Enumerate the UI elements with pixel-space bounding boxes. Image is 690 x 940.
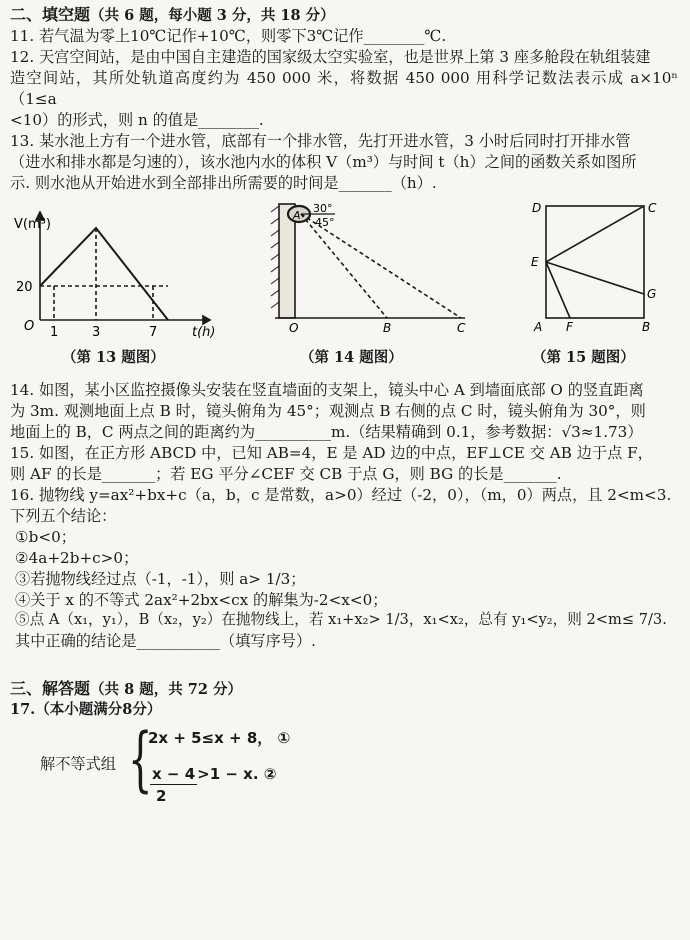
question-13-line3: 示. 则水池从开始进水到全部排出所需要的时间是_______（h）. [10,173,437,192]
fig15-label-b: B [642,319,651,334]
fig14-label-b: B [383,320,392,335]
fig15-eg [546,262,644,294]
fig14-sight-b [301,214,387,318]
question-16-line1: 16. 抛物线 y=ax²+bx+c（a，b，c 是常数，a>0）经过（-2，0），（m，0）两点，且 2<m<3. [10,485,672,504]
q16-option-1: ①b<0； [15,527,76,546]
q17-fraction-numerator: x − 4 [150,764,197,786]
question-14-line1: 14. 如图，某小区监控摄像头安装在竖直墙面的支架上，镜头中心 A 到墙面底部 O 的竖直距离 [10,380,644,399]
fig14-label-a: A [293,208,301,222]
question-15-line1: 15. 如图，在正方形 ABCD 中，已知 AB=4，E 是 AD 边的中点，EF⊥CE 交 AB 边于点 F， [10,443,653,462]
fig15-caption: （第 15 题图） [532,348,635,366]
q17-fraction-denominator: 2 [156,786,167,805]
question-14-line3: 地面上的 B，C 两点之间的距离约为__________m.（结果精确到 0.1，参考数据：√3≈1.73） [10,422,643,441]
fig15-label-e: E [531,254,539,269]
figure-14 [265,198,485,348]
q17-label: 解不等式组 [40,754,116,773]
question-16-line2: 下列五个结论： [10,506,117,525]
q17-inequality-2-rest: >1 − x. ② [197,764,277,783]
question-11: 11. 若气温为零上10℃记作+10℃，则零下3℃记作________℃. [10,27,447,46]
q16-option-3: ③若抛物线经过点（-1，-1），则 a> 1/3； [15,569,306,588]
fig15-square [546,206,644,318]
fig14-angle-30: 30° [313,201,333,215]
fig14-angle-45: 45° [315,215,335,229]
fig15-ec [546,206,644,262]
fig13-x-label: t(h) [192,324,216,340]
fig14-caption: （第 14 题图） [300,348,403,366]
fig15-label-c: C [648,200,657,215]
question-14-line2: 为 3m. 观测地面上点 B 时，镜头俯角为 45°；观测点 B 右侧的点 C 时，镜头俯角为 30°，则 [10,401,646,420]
fig13-y-label: V(m³) [14,216,51,232]
fig14-sight-c [301,214,461,318]
fig13-graph [40,228,168,320]
question-12-line3: <10）的形式，则 n 的值是________. [10,110,264,129]
section3-note: （共 8 题，共 72 分） [90,680,242,698]
fig13-x-tick-1: 1 [50,324,59,340]
q16-option-4: ④关于 x 的不等式 2ax²+2bx<cx 的解集为-2<x<0； [15,590,388,609]
fig14-wall-hatch [271,206,279,308]
fig13-origin: O [24,318,35,334]
figure-13 [10,198,220,348]
fig13-caption: （第 13 题图） [62,348,165,366]
fig15-label-a: A [534,319,543,334]
fig14-label-c: C [457,320,466,335]
q16-option-2: ②4a+2b+c>0； [15,548,139,567]
fig15-label-g: G [647,286,657,301]
fig15-ef [546,262,570,318]
fig14-label-o: O [289,320,299,335]
question-12-line2: 造空间站，其所处轨道高度约为 450 000 米，将数据 450 000 用科学记数法表示成 a×10ⁿ（1≤a [10,69,678,108]
question-15-line2: 则 AF 的长是_______；若 EG 平分∠CEF 交 CB 于点 G，则 BG 的长是_______. [10,464,562,483]
q17-inequality-2 [150,764,276,786]
question-17-head: 17.（本小题满分8分） [10,700,162,718]
q17-brace: { [128,717,153,800]
q17-inequality-system [10,717,678,808]
figures-row [10,198,678,374]
section3-heading [10,678,678,700]
section2-title: 二、填空题 [10,5,91,24]
question-13-line1: 13. 某水池上方有一个进水管，底部有一个排水管，先打开进水管，3 小时后同时打开排水管 [10,131,631,150]
fig13-x-tick-7: 7 [149,324,158,340]
q17-inequality-1: 2x + 5≤x + 8， ① [148,728,291,747]
fig15-label-f: F [566,319,573,334]
fig13-x-arrow [203,316,210,324]
section2-note: （共 6 题，每小题 3 分，共 18 分） [90,7,335,24]
figure-15 [518,198,678,348]
question-12-line1: 12. 天宫空间站，是由中国自主建造的国家级太空实验室，也是世界上第 3 座多舱段在轨组装建 [10,48,651,67]
section2-heading [10,4,678,26]
section3-title: 三、解答题 [10,678,91,698]
fig15-label-d: D [532,200,542,215]
fig13-x-tick-3: 3 [92,324,101,340]
q16-option-5: ⑤点 A（x₁，y₁），B（x₂，y₂）在抛物线上，若 x₁+x₂> 1/3，x₁<x₂，总有 y₁<y₂，则 2<m≤ 7/3. [15,611,667,629]
question-13-line2: （进水和排水都是匀速的），该水池内水的体积 V（m³）与时间 t（h）之间的函数关系如图所 [10,152,637,171]
q16-ending: 其中正确的结论是___________（填写序号）. [15,631,316,650]
fig13-y-tick-20: 20 [16,279,33,295]
